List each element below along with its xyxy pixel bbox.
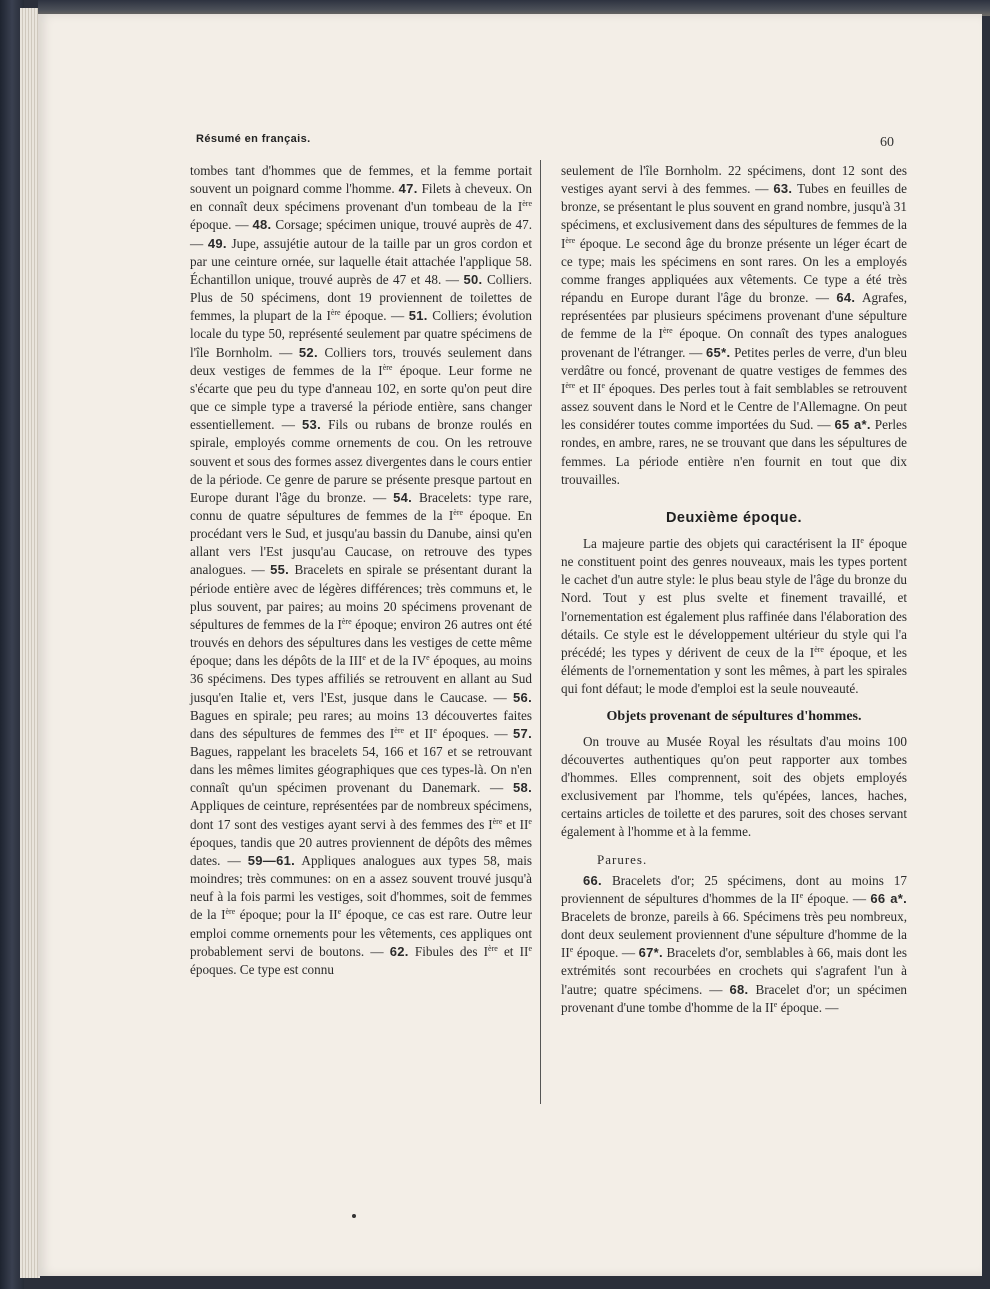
text: Bagues, rappelant les bracelets 54, 166 et 167 et se retrouvant dans les mêmes limites géographiques que ces types-là. On n'en connaît qu'un spécimen provenant du Danemark. —	[190, 744, 532, 796]
text: époques. —	[442, 725, 508, 741]
entry-number: 54.	[393, 489, 413, 505]
subsection-title: Objets provenant de sépultures d'hommes.	[606, 709, 862, 725]
entry-number: 66.	[583, 872, 602, 888]
text: Bagues en spirale; peu rares; au moins 13 découvertes faites dans des sépultures de femmes des I	[190, 707, 532, 741]
superscript: e	[426, 653, 430, 663]
paragraph	[190, 162, 532, 979]
text: Appliques analogues aux types 58, mais moindres; très communes: on en a assez souvent trouvé jusqu'à neuf à la fois parmi les vestiges, soit d'hommes, soit de femmes de la I	[190, 852, 532, 923]
text: époques. Des perles tout à fait semblables se retrouvent assez souvent dans le Nord et le Centre de l'Allemagne. On peut les considérer toutes comme importées du Sud. —	[561, 380, 908, 433]
text: époque. On connaît des types analogues provenant de l'étranger. —	[561, 326, 908, 360]
text: Corsage; spécimen unique, trouvé auprès de 47. —	[190, 217, 532, 251]
text: et II	[503, 943, 529, 959]
superscript: ère	[225, 907, 236, 917]
superscript: e	[337, 907, 342, 917]
text: et II	[409, 725, 434, 741]
entry-number: 58.	[513, 780, 532, 796]
page-edges	[20, 8, 40, 1278]
parures-heading: Parures.	[597, 852, 648, 868]
entry-number: 67*.	[638, 945, 663, 961]
superscript: ère	[814, 644, 824, 654]
text: Colliers tors, trouvés seulement dans deux vestiges de femmes de la I	[190, 344, 533, 378]
text: Fils ou rubans de bronze roulés en spirale, employés comme ornements de cou. On les retrouve souvent et sous des formes assez divergentes dans le cours entier de la période. Ce genre de parure se présente presque partout en Europe durant l'âge du bronze. —	[190, 417, 533, 505]
entry-number: 51.	[408, 308, 428, 324]
text: On trouve au Musée Royal les résultats d'au moins 100 découvertes authentiques qu'on peut rapporter aux tombes d'hommes. Elles comprennent, soit des objets employés exclusivement par l'homme, tels qu'épées, lances, haches, certains articles de toilette et des parures, soit des choses servant également à l'homme et à la femme.	[561, 733, 907, 840]
text: Bracelets de bronze, pareils à 66. Spécimens très peu nombreux, dont deux seulement proviennent d'une sépulture d'homme de la II	[561, 908, 907, 961]
text: et II	[579, 380, 602, 396]
text: Appliques de ceinture, représentées par de nombreux spécimens, dont 17 sont des vestiges ayant servi à des femmes des I	[190, 798, 532, 832]
entry-number: 52.	[298, 344, 318, 360]
entry-number: 66 a*.	[870, 890, 908, 906]
entry-number: 53.	[302, 417, 322, 433]
left-column	[190, 162, 532, 979]
text: Fibules des I	[414, 943, 489, 959]
entry-number: 50.	[463, 271, 483, 287]
text: Filets à cheveux. On en connaît deux spécimens provenant d'un tombeau de la I	[190, 181, 533, 215]
entry-number: 68.	[729, 981, 749, 997]
printer-mark	[352, 1214, 356, 1218]
paragraph	[561, 872, 907, 1017]
text: La majeure partie des objets qui caractérisent la II	[583, 535, 861, 551]
superscript: e	[799, 890, 804, 900]
superscript: ère	[394, 725, 405, 735]
text: époque. —	[576, 945, 636, 961]
text: époques, au moins 36 spécimens. Des types affiliés se retrouvent en allant au Sud jusqu'en Italie et, vers l'Est, jusque dans le Caucase. —	[190, 653, 533, 705]
paragraph	[561, 162, 907, 489]
text: époque. Leur forme ne s'écarte que peu du type d'anneau 102, en sorte qu'on peut dire que ce simple type a traversé la période entière, sans changer essentiellement. —	[190, 362, 533, 433]
text: époque ne constituent point des genres nouveaux, mais les types portent le cachet d'un autre style: le plus beau style de l'âge du bronze du Nord. Tout y est plus svelte et finement travaillé, et l'ornementation est également plus raffinée dans l'élaboration des détails. Ce style est le développement ultérieur du style qui l'a précédé; les types y dérivent de ceux de la I	[561, 535, 908, 660]
superscript: ère	[522, 199, 532, 209]
text: époque. —	[807, 890, 867, 906]
text: Bracelets: type rare, connu de quatre sépultures de femmes de la I	[190, 489, 533, 523]
text: époques. Ce type est connu	[190, 961, 334, 977]
text: Bracelet d'or; un spécimen provenant d'une tombe d'homme de la II	[561, 981, 908, 1015]
entry-number: 48.	[252, 217, 272, 233]
superscript: ère	[662, 326, 673, 336]
text: Perles rondes, en ambre, rares, ne se trouvant que dans les sépultures de femmes. La période entière n'en fournit en tout que dix trouvailles.	[561, 417, 907, 487]
entry-number: 56.	[513, 689, 532, 705]
superscript: e	[528, 943, 532, 953]
superscript: ère	[492, 816, 503, 826]
entry-number: 64.	[836, 290, 856, 306]
entry-number: 57.	[513, 725, 533, 741]
superscript: ère	[341, 616, 352, 626]
text: époque. —	[780, 999, 839, 1015]
text: seulement de l'île Bornholm. 22 spécimens, dont 12 sont des vestiges ayant servi à des femmes. —	[561, 163, 907, 197]
text: Bracelets d'or; 25 spécimens, dont au moins 17 proviennent de sépultures d'hommes de la II	[561, 872, 907, 906]
superscript: ère	[330, 308, 341, 318]
superscript: ère	[488, 943, 498, 953]
superscript: ère	[382, 362, 393, 372]
entry-number: 55.	[270, 562, 290, 578]
superscript: ère	[565, 235, 576, 245]
entry-number: 49.	[207, 235, 227, 251]
paragraph	[561, 535, 907, 698]
text: époques, tandis que 20 autres proviennent de dépôts des mêmes dates. —	[190, 834, 532, 868]
text: Colliers; évolution locale du type 50, représenté seulement par quatre spécimens de l'île Bornholm. —	[190, 308, 532, 360]
text: époque. En procédant vers le Sud, et jusqu'au bassin du Danube, ainsi qu'en allant vers l'Est jusqu'au Caucase, on retrouve des types analogues. —	[190, 507, 533, 578]
text: Agrafes, représentées par plusieurs spécimens provenant d'une sépulture de femme de la I	[561, 290, 907, 342]
text: époque; pour la II	[239, 907, 338, 923]
entry-number: 65*.	[706, 344, 731, 360]
superscript: e	[860, 535, 864, 545]
entry-number: 65 a*.	[834, 417, 871, 433]
entry-number: 62.	[389, 943, 409, 959]
text: époque. —	[190, 217, 249, 233]
text: époque. Le second âge du bronze présente un léger écart de ce type; mais les spécimens en sont rares. On les a employés comme franges appliquées aux vêtements. Ce type a été très répandu en Europe durant l'âge du bronze. —	[561, 235, 907, 306]
text: époque, et les éléments de l'ornementation y sont les mêmes, à part les spirales qui font défaut; le mode d'emploi est la seule nouveauté.	[561, 644, 908, 697]
section-title: Deuxième époque.	[665, 509, 803, 526]
text: tombes tant d'hommes que de femmes, et la femme portait souvent un poignard comme l'homme.	[190, 163, 532, 197]
page-number: 60	[880, 135, 894, 150]
text: Tubes en feuilles de bronze, se présentant le plus souvent en grand nombre, jusqu'à 31 spécimens, et exclusivement dans des sépultures de femmes de la I	[561, 181, 907, 251]
column-rule	[540, 160, 541, 1104]
text: Jupe, assujétie autour de la taille par un gros cordon et par une ceinture ornée, sur laquelle était attachée l'applique 58. Échantillon unique, trouvé auprès de 47 et 48. —	[190, 235, 532, 287]
entry-number: 63.	[773, 181, 793, 197]
text: époque, ce cas est rare. Outre leur emploi comme ornements pour les vêtements, ces appliques ont probablement servi de boutons. —	[190, 907, 533, 959]
superscript: e	[362, 653, 366, 663]
entry-number: 59—61.	[247, 852, 296, 868]
superscript: ère	[565, 380, 576, 390]
text: Bracelets en spirale se présentant durant la période entière avec de légères différences; très communs et, le plus souvent, par paires; au moins 20 spécimens provenant de sépultures de femmes de la I	[190, 562, 533, 632]
superscript: ère	[453, 507, 464, 517]
superscript: e	[528, 816, 532, 826]
superscript: e	[569, 945, 574, 955]
superscript: e	[433, 725, 437, 735]
superscript: e	[601, 380, 605, 390]
text: Petites perles de verre, d'un bleu verdâtre ou foncé, provenant de quatre vestiges de femmes des I	[561, 344, 908, 396]
superscript: e	[773, 999, 778, 1009]
text: Bracelets d'or, semblables à 66, mais dont les extrémités sont recourbées en crochets qui s'agrafent l'un à l'autre; quatre spécimens. —	[561, 945, 907, 997]
text: époque. —	[345, 308, 405, 324]
right-column	[561, 162, 907, 1017]
running-title: Résumé en français.	[196, 133, 311, 145]
text: Colliers. Plus de 50 spécimens, dont 19 proviennent de toilettes de femmes, la plupart de la I	[190, 271, 533, 324]
text: et de la IV	[369, 653, 427, 669]
text: et II	[506, 816, 529, 832]
entry-number: 47.	[398, 181, 418, 197]
paragraph	[561, 733, 907, 842]
text: époque; environ 26 autres ont été trouvés en dehors des sépultures dans les vestiges de cette même époque; dans les dépôts de la III	[190, 616, 532, 669]
